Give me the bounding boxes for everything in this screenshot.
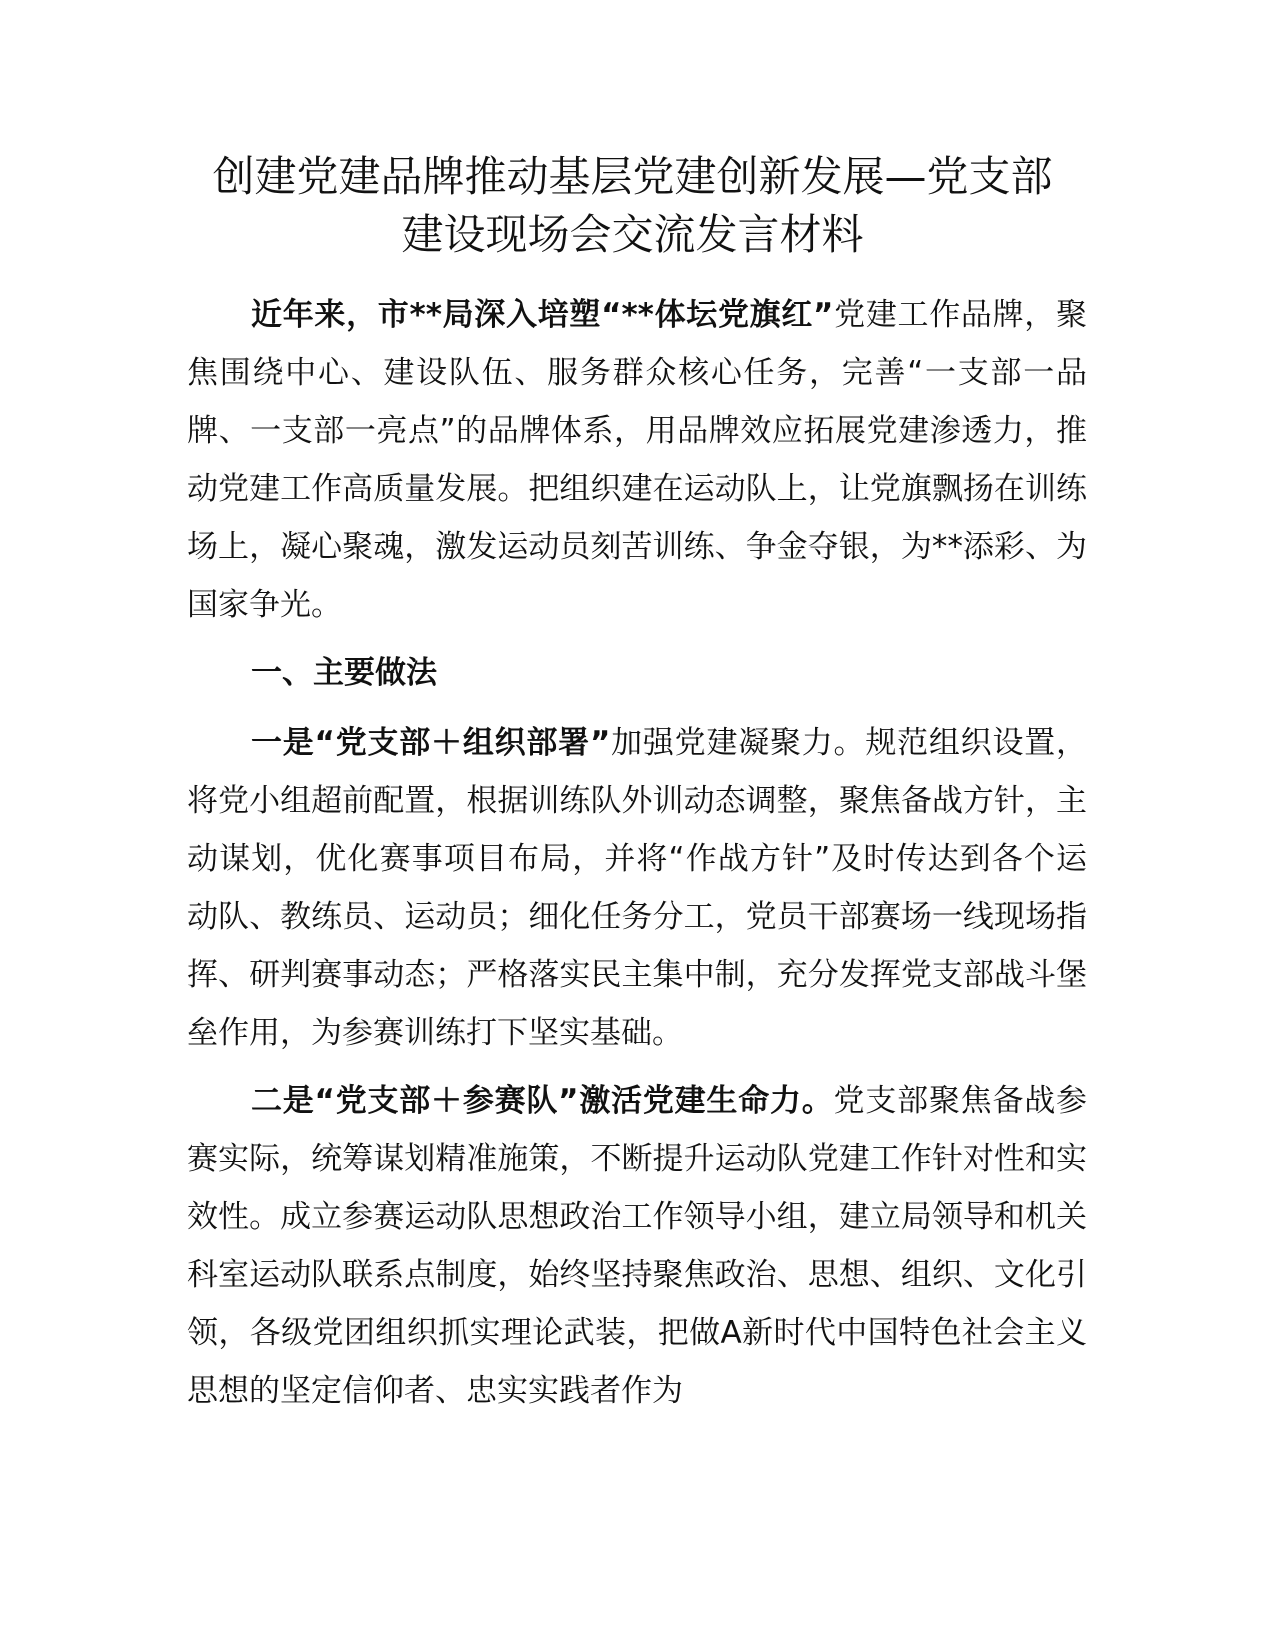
intro-text: 党建工作品牌，聚焦围绕中心、建设队伍、服务群众核心任务，完善“一支部一品牌、一支部一亮点”的品牌体系，用品牌效应拓展党建渗透力，推动党建工作高质量发展。把组织建在运动队上，让党旗飘扬在训练场上，凝心聚魂，激发运动员刻苦训练、争金夺银，为**添彩、为国家争光。 (187, 297, 1088, 623)
intro-paragraph (187, 286, 1087, 634)
document-body (187, 286, 1087, 1430)
item-1-lead: 一是“党支部＋组织部署” (251, 725, 611, 761)
item-1-text: 加强党建凝聚力。规范组织设置，将党小组超前配置，根据训练队外训动态调整，聚焦备战方针，主动谋划，优化赛事项目布局，并将“作战方针”及时传达到各个运动队、教练员、运动员；细化任务分工，党员干部赛场一线现场指挥、研判赛事动态；严格落实民主集中制，充分发挥党支部战斗堡垒作用，为参赛训练打下坚实基础。 (187, 725, 1088, 1051)
section-heading: 一、主要做法 (251, 655, 437, 691)
title-line-1: 创建党建品牌推动基层党建创新发展—党支部 (212, 152, 1053, 201)
title-line-2: 建设现场会交流发言材料 (401, 210, 864, 259)
item-2-text: 党支部聚焦备战参赛实际，统筹谋划精准施策，不断提升运动队党建工作针对性和实效性。成立参赛运动队思想政治工作领导小组，建立局领导和机关科室运动队联系点制度，始终坚持聚焦政治、思想、组织、文化引领，各级党团组织抓实理论武装，把做A新时代中国特色社会主义思想的坚定信仰者、忠实实践者作为 (187, 1083, 1087, 1409)
item-2-lead: 二是“党支部＋参赛队”激活党建生命力。 (251, 1083, 834, 1119)
item-2-paragraph (187, 1072, 1087, 1420)
intro-lead: 近年来，市**局深入培塑“**体坛党旗红” (251, 297, 834, 333)
item-1-paragraph (187, 714, 1087, 1062)
document-title (180, 148, 1085, 264)
